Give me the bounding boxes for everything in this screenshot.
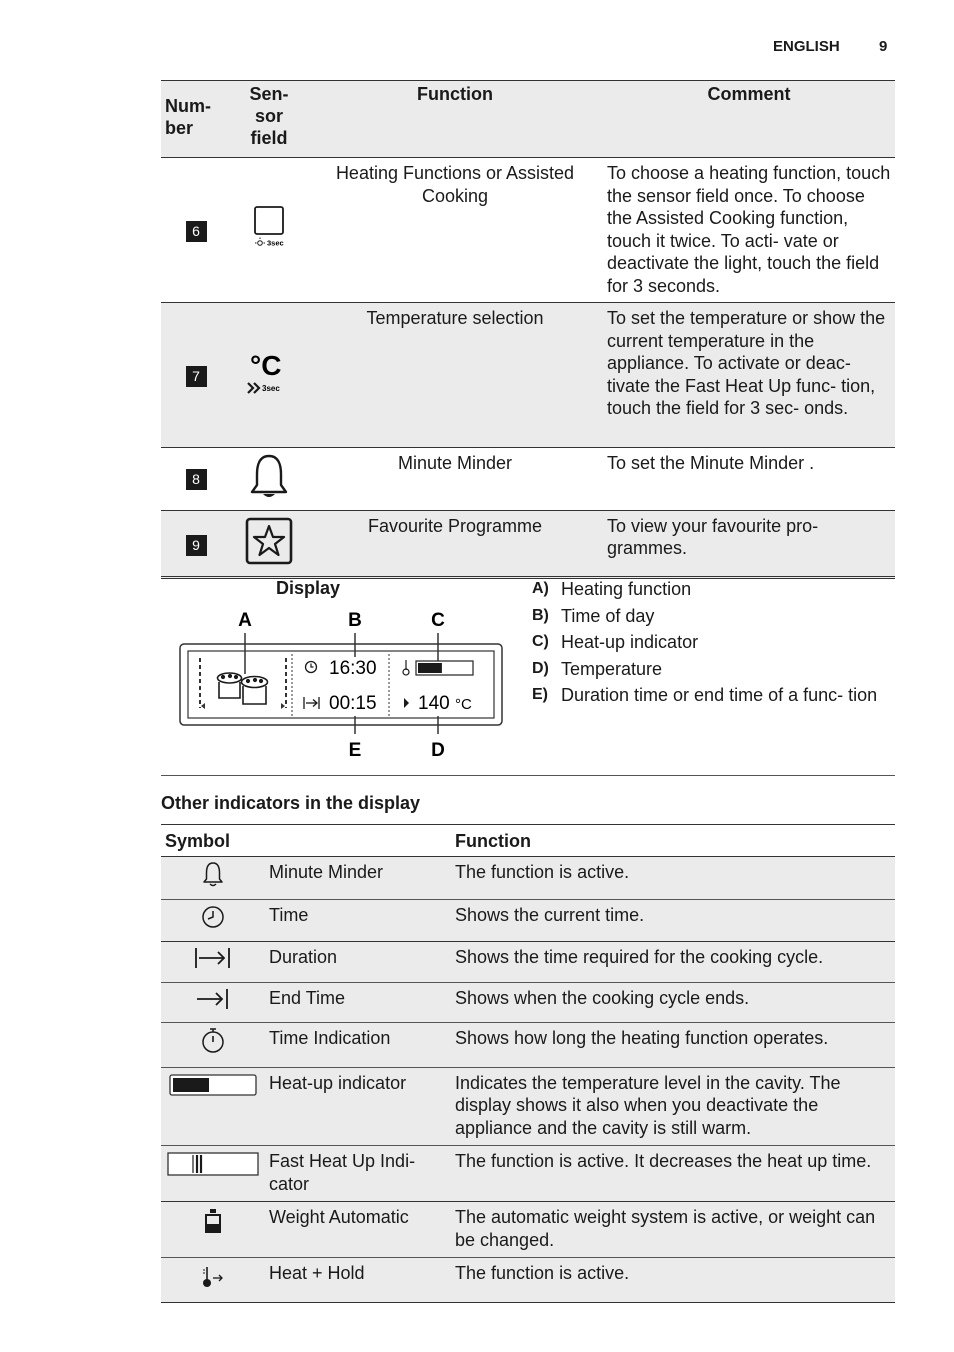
heatup-bar-icon [169, 1074, 257, 1096]
indicators-table [161, 824, 895, 1303]
table-row [161, 1202, 895, 1258]
temperature-icon [244, 347, 294, 397]
display-temperature: 140 [418, 693, 450, 714]
table-row [161, 510, 895, 578]
row-number-badge: 8 [186, 469, 207, 490]
indicator-function: The automatic weight system is active, or weight can be changed. [455, 1207, 876, 1250]
function-cell: Minute Minder [397, 453, 513, 473]
display-diagram [170, 604, 515, 766]
col-number-header: Num- ber [165, 96, 211, 138]
table-row [161, 899, 895, 942]
comment-cell: To choose a heating function, touch the sensor field once. To choose the Assisted Cooking function, touch it twice. To acti- vate or deactivate the light, touch the field for 3 seconds. [607, 163, 891, 296]
function-cell: Favourite Programme [367, 515, 543, 536]
indicator-name: Time [269, 904, 309, 925]
duration-icon [304, 697, 319, 709]
comment-cell: To set the temperature or show the current temperature in the appliance. To activate or deac- tivate the Fast Heat Up func- tion, touch the field for 3 sec- onds. [607, 308, 886, 418]
legend-item: C) Heat-up indicator [532, 632, 699, 652]
label-e: E [348, 740, 362, 761]
display-time: 16:30 [329, 658, 377, 679]
label-a: A [238, 610, 252, 631]
fast-heatup-bar-icon [167, 1152, 259, 1176]
icon-caption: 3sec [267, 238, 284, 248]
label-d: D [431, 740, 445, 761]
square-light-icon [249, 203, 289, 251]
col-comment-header: Comment [707, 84, 791, 104]
table-row [161, 942, 895, 983]
stopwatch-icon [200, 1027, 226, 1055]
indicator-function: The function is active. [455, 862, 630, 882]
col-symbol-header: Symbol [165, 830, 231, 851]
table-row [161, 1023, 895, 1068]
indicator-function: The function is active. It decreases the heat up time. [455, 1151, 872, 1171]
label-c: C [431, 610, 445, 631]
section-title: Other indicators in the display [161, 793, 421, 813]
legend-item: E) Duration time or end time of a func- tion [532, 685, 878, 705]
celsius-symbol: °C [250, 350, 282, 382]
table-row [161, 1146, 895, 1202]
function-cell: Temperature selection [366, 308, 544, 328]
table-row [161, 1258, 895, 1303]
star-box-icon [245, 517, 293, 565]
weight-icon [203, 1208, 223, 1234]
indicator-function: Shows when the cooking cycle ends. [455, 987, 750, 1008]
indicator-name: Heat-up indicator [269, 1072, 407, 1093]
label-b: B [348, 610, 362, 631]
col-function-header: Function [455, 830, 531, 851]
indicator-name: Minute Minder [269, 862, 384, 882]
function-cell: Heating Functions or Assisted Cooking [335, 163, 575, 206]
indicator-name: Heat + Hold [269, 1263, 365, 1283]
sensor-field-table [161, 80, 895, 579]
col-sensor-header: Sen- sor field [249, 84, 289, 148]
table-row [161, 857, 895, 900]
clock-icon [200, 904, 226, 930]
temperature-arrow-icon [404, 698, 409, 708]
end-time-icon [195, 987, 231, 1011]
indicator-function: Shows the current time. [455, 904, 645, 925]
heating-function-icon [218, 673, 268, 704]
row-number-badge: 9 [186, 535, 207, 556]
comment-cell: To set the Minute Minder . [607, 453, 815, 473]
row-number-badge: 7 [186, 366, 207, 387]
row-number-badge: 6 [186, 221, 207, 242]
table-row [161, 982, 895, 1023]
display-section-rule [161, 576, 895, 577]
thermometer-icon [403, 660, 409, 675]
legend-item: D) Temperature [532, 658, 663, 679]
table-row [161, 158, 895, 303]
table-row [161, 303, 895, 448]
display-title: Display [276, 578, 341, 598]
indicator-name: Weight Automatic [269, 1207, 409, 1227]
bell-icon [201, 861, 225, 887]
display-section-bottom-rule [161, 775, 895, 776]
bell-icon [248, 452, 290, 500]
display-legend [532, 578, 882, 711]
display-temp-unit: °C [455, 696, 472, 713]
indicator-name: Time Indication [269, 1028, 391, 1048]
indicator-function: Indicates the temperature level in the cavity. The display shows it also when you deactivate the appliance and the cavity is still warm. [455, 1072, 841, 1138]
indicator-function: Shows how long the heating function operates. [455, 1028, 829, 1048]
indicator-name: Fast Heat Up Indi- cator [269, 1151, 416, 1194]
indicator-name: End Time [269, 987, 346, 1008]
icon-caption: 3sec [262, 384, 280, 394]
table-row [161, 448, 895, 511]
legend-item: A) Heating function [532, 579, 692, 599]
comment-cell: To view your favourite pro- grammes. [607, 515, 819, 558]
duration-icon [193, 946, 233, 970]
indicator-function: Shows the time required for the cooking cycle. [455, 947, 824, 967]
page-number: 9 [879, 38, 888, 55]
legend-item: B) Time of day [532, 605, 655, 626]
heatup-bar-fill [418, 663, 442, 673]
col-function-header: Function [417, 84, 493, 104]
table-row [161, 1067, 895, 1146]
indicator-function: The function is active. [455, 1263, 630, 1283]
indicator-name: Duration [269, 947, 338, 967]
header-language: ENGLISH [773, 38, 840, 55]
display-duration: 00:15 [329, 693, 377, 714]
heat-hold-icon [200, 1264, 226, 1290]
